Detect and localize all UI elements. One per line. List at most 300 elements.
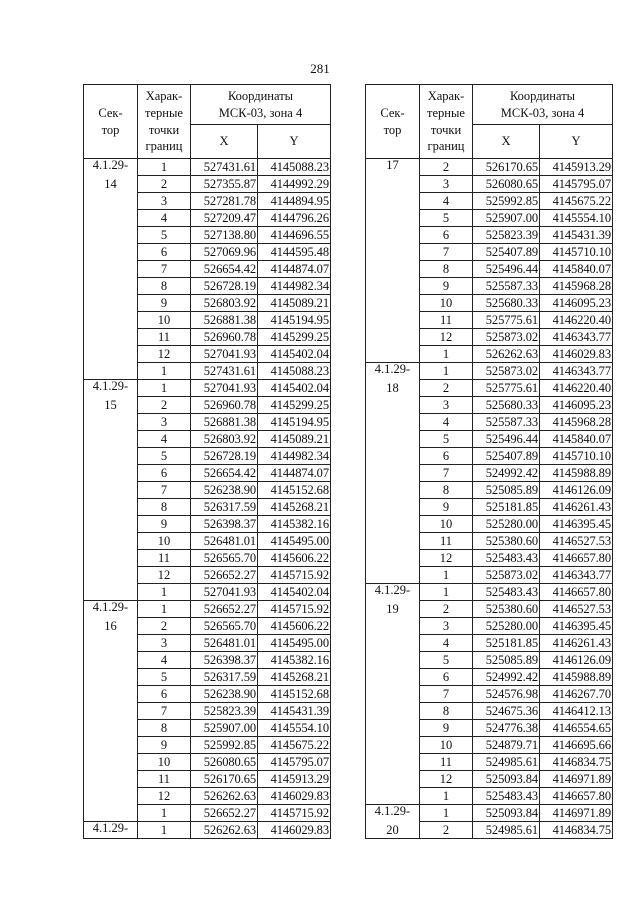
coord-x: 525992.85: [473, 193, 540, 210]
point-number: 5: [138, 227, 191, 244]
coord-y: 4145431.39: [540, 227, 613, 244]
coord-y: 4144982.34: [258, 278, 331, 295]
table-row: [84, 516, 331, 533]
point-number: 3: [420, 618, 473, 635]
sector-cell: [84, 550, 138, 567]
sector-cell: [366, 788, 420, 805]
sector-cell: [84, 414, 138, 431]
point-number: 2: [138, 618, 191, 635]
coord-y: 4146095.23: [540, 397, 613, 414]
point-number: 1: [138, 363, 191, 380]
coord-x: 527069.96: [191, 244, 258, 261]
sector-label: 4.1.29-: [366, 584, 420, 601]
point-number: 2: [138, 397, 191, 414]
table-row: [84, 278, 331, 295]
table-row: [366, 465, 613, 482]
table-row: [366, 448, 613, 465]
table-row: [366, 805, 613, 822]
coord-x: 525483.43: [473, 788, 540, 805]
table-row: [366, 295, 613, 312]
table-row: [84, 380, 331, 397]
sector-label: 4.1.29-: [84, 822, 138, 839]
sector-label: 18: [366, 380, 420, 397]
table-row: [84, 397, 331, 414]
coord-y: 4146343.77: [540, 363, 613, 380]
sector-cell: [84, 805, 138, 822]
point-number: 6: [138, 244, 191, 261]
sector-cell: [84, 227, 138, 244]
sector-cell: [366, 465, 420, 482]
sector-cell: [366, 635, 420, 652]
coord-x: 526170.65: [473, 159, 540, 176]
coord-y: 4145988.89: [540, 669, 613, 686]
sector-label: 14: [84, 176, 138, 193]
sector-cell: [84, 448, 138, 465]
sector-label: 17: [366, 159, 420, 176]
coord-y: 4146220.40: [540, 380, 613, 397]
coord-y: 4145715.92: [258, 567, 331, 584]
page-number: 281: [310, 61, 330, 76]
sector-cell: [366, 516, 420, 533]
sector-cell: [84, 754, 138, 771]
table-row: [366, 822, 613, 839]
sector-cell: [84, 312, 138, 329]
point-number: 4: [420, 635, 473, 652]
table-row: [366, 482, 613, 499]
sector-cell: [366, 261, 420, 278]
coord-x: 525775.61: [473, 312, 540, 329]
point-number: 11: [420, 533, 473, 550]
sector-cell: [84, 329, 138, 346]
coord-y: 4145715.92: [258, 805, 331, 822]
coord-x: 526317.59: [191, 669, 258, 686]
coord-y: 4146527.53: [540, 533, 613, 550]
point-number: 1: [138, 822, 191, 839]
table-row: [366, 431, 613, 448]
point-number: 6: [138, 465, 191, 482]
table-row: [366, 227, 613, 244]
table-row: [366, 380, 613, 397]
point-number: 7: [420, 465, 473, 482]
coord-x: 527431.61: [191, 159, 258, 176]
point-number: 1: [138, 584, 191, 601]
point-number: 1: [420, 567, 473, 584]
table-row: [84, 227, 331, 244]
table-row: [84, 482, 331, 499]
point-number: 2: [138, 176, 191, 193]
point-number: 1: [420, 788, 473, 805]
coord-y: 4145268.21: [258, 669, 331, 686]
coord-y: 4144992.29: [258, 176, 331, 193]
coord-y: 4144796.26: [258, 210, 331, 227]
table-row: [366, 669, 613, 686]
coord-y: 4146126.09: [540, 652, 613, 669]
coord-x: 526803.92: [191, 431, 258, 448]
point-number: 10: [138, 312, 191, 329]
sector-cell: [366, 244, 420, 261]
point-number: 8: [138, 278, 191, 295]
coord-x: 526728.19: [191, 448, 258, 465]
sector-cell: [366, 652, 420, 669]
sector-cell: [366, 414, 420, 431]
point-number: 9: [420, 499, 473, 516]
sector-cell: [366, 329, 420, 346]
coord-x: 526262.63: [191, 788, 258, 805]
point-number: 9: [420, 278, 473, 295]
point-number: 8: [138, 720, 191, 737]
coord-x: 526881.38: [191, 414, 258, 431]
table-row: [366, 176, 613, 193]
table-row: [84, 261, 331, 278]
point-number: 6: [138, 686, 191, 703]
coord-x: 525873.02: [473, 329, 540, 346]
sector-cell: [366, 754, 420, 771]
coord-x: 526238.90: [191, 482, 258, 499]
sector-cell: [366, 703, 420, 720]
sector-cell: [84, 652, 138, 669]
table-row: [366, 329, 613, 346]
coord-x: 524992.42: [473, 465, 540, 482]
table-row: [366, 754, 613, 771]
coord-y: 4145299.25: [258, 329, 331, 346]
point-number: 1: [138, 380, 191, 397]
sector-cell: [84, 788, 138, 805]
coord-x: 525085.89: [473, 652, 540, 669]
sector-cell: [366, 618, 420, 635]
sector-cell: [84, 346, 138, 363]
coord-y: 4145606.22: [258, 550, 331, 567]
sector-cell: [366, 720, 420, 737]
header-y: Y: [540, 125, 613, 159]
coord-x: 524985.61: [473, 822, 540, 839]
point-number: 11: [420, 754, 473, 771]
coord-x: 525873.02: [473, 567, 540, 584]
coord-y: 4145152.68: [258, 482, 331, 499]
sector-cell: [366, 397, 420, 414]
coord-y: 4146220.40: [540, 312, 613, 329]
sector-cell: [84, 431, 138, 448]
coord-x: 526398.37: [191, 516, 258, 533]
point-number: 12: [138, 346, 191, 363]
sector-cell: [366, 499, 420, 516]
point-number: 7: [138, 703, 191, 720]
coord-x: 527041.93: [191, 380, 258, 397]
point-number: 7: [138, 482, 191, 499]
coord-y: 4145554.10: [540, 210, 613, 227]
coord-x: 524776.38: [473, 720, 540, 737]
point-number: 4: [420, 414, 473, 431]
point-number: 3: [420, 176, 473, 193]
sector-cell: [84, 567, 138, 584]
coord-x: 526565.70: [191, 618, 258, 635]
point-number: 1: [420, 805, 473, 822]
coord-y: 4145152.68: [258, 686, 331, 703]
table-row: [84, 193, 331, 210]
table-row: [84, 414, 331, 431]
sector-cell: [84, 210, 138, 227]
coordinates-table-right: [365, 84, 613, 839]
coord-y: 4144874.07: [258, 261, 331, 278]
sector-cell: [84, 584, 138, 601]
sector-label: 15: [84, 397, 138, 414]
point-number: 4: [138, 210, 191, 227]
header-coords: Координаты МСК-03, зона 4: [191, 85, 331, 125]
coord-x: 527281.78: [191, 193, 258, 210]
table-row: [84, 448, 331, 465]
coord-y: 4145089.21: [258, 431, 331, 448]
point-number: 6: [420, 669, 473, 686]
coord-x: 526803.92: [191, 295, 258, 312]
coord-x: 525181.85: [473, 635, 540, 652]
coord-y: 4144595.48: [258, 244, 331, 261]
table-row: [366, 210, 613, 227]
header-y: Y: [258, 125, 331, 159]
point-number: 4: [138, 652, 191, 669]
coord-y: 4145431.39: [258, 703, 331, 720]
table-row: [84, 686, 331, 703]
point-number: 5: [420, 652, 473, 669]
table-row: [366, 584, 613, 601]
table-row: [366, 516, 613, 533]
coord-x: 524992.42: [473, 669, 540, 686]
table-row: [366, 635, 613, 652]
coord-x: 526398.37: [191, 652, 258, 669]
point-number: 6: [420, 448, 473, 465]
header-points: Харак- терные точки границ: [420, 85, 473, 159]
sector-cell: [84, 771, 138, 788]
table-row: [366, 703, 613, 720]
coord-y: 4145968.28: [540, 414, 613, 431]
coord-y: 4145675.22: [540, 193, 613, 210]
sector-label: 4.1.29-: [84, 380, 138, 397]
coord-x: 525587.33: [473, 414, 540, 431]
point-number: 4: [138, 431, 191, 448]
point-number: 1: [420, 584, 473, 601]
coord-y: 4146029.83: [258, 822, 331, 839]
point-number: 11: [138, 329, 191, 346]
coord-x: 525873.02: [473, 363, 540, 380]
coord-x: 525907.00: [473, 210, 540, 227]
coord-y: 4146695.66: [540, 737, 613, 754]
table-row: [366, 652, 613, 669]
sector-cell: [84, 482, 138, 499]
sector-cell: [366, 210, 420, 227]
coord-y: 4146267.70: [540, 686, 613, 703]
coord-y: 4146343.77: [540, 567, 613, 584]
header-coords: Координаты МСК-03, зона 4: [473, 85, 613, 125]
coord-y: 4144874.07: [258, 465, 331, 482]
coord-x: 525587.33: [473, 278, 540, 295]
point-number: 11: [420, 312, 473, 329]
table-row: [366, 363, 613, 380]
coord-y: 4145606.22: [258, 618, 331, 635]
table-row: [84, 584, 331, 601]
table-row: [84, 295, 331, 312]
coord-y: 4146029.83: [258, 788, 331, 805]
coord-x: 526080.65: [191, 754, 258, 771]
coord-x: 526080.65: [473, 176, 540, 193]
point-number: 7: [420, 686, 473, 703]
table-body-left: [84, 159, 331, 839]
point-number: 7: [420, 244, 473, 261]
table-row: [366, 312, 613, 329]
table-row: [84, 176, 331, 193]
sector-label: 4.1.29-: [366, 363, 420, 380]
header-x: X: [191, 125, 258, 159]
coord-x: 525680.33: [473, 397, 540, 414]
sector-cell: [366, 346, 420, 363]
coord-y: 4145089.21: [258, 295, 331, 312]
table-row: [84, 669, 331, 686]
point-number: 12: [420, 771, 473, 788]
sector-cell: [366, 448, 420, 465]
coord-y: 4146095.23: [540, 295, 613, 312]
point-number: 3: [138, 414, 191, 431]
point-number: 5: [420, 210, 473, 227]
point-number: 5: [420, 431, 473, 448]
coord-x: 525496.44: [473, 431, 540, 448]
point-number: 9: [138, 516, 191, 533]
point-number: 10: [420, 516, 473, 533]
coord-y: 4145299.25: [258, 397, 331, 414]
table-row: [84, 805, 331, 822]
coord-y: 4144696.55: [258, 227, 331, 244]
coord-x: 525280.00: [473, 618, 540, 635]
table-row: [366, 346, 613, 363]
coord-x: 526960.78: [191, 397, 258, 414]
sector-cell: [84, 499, 138, 516]
coord-y: 4145840.07: [540, 431, 613, 448]
coord-y: 4145402.04: [258, 346, 331, 363]
sector-cell: [84, 720, 138, 737]
sector-cell: [366, 227, 420, 244]
coord-y: 4146527.53: [540, 601, 613, 618]
coord-x: 524985.61: [473, 754, 540, 771]
coord-y: 4145795.07: [258, 754, 331, 771]
coord-y: 4145554.10: [258, 720, 331, 737]
sector-cell: [84, 278, 138, 295]
coord-x: 526652.27: [191, 805, 258, 822]
sector-label: 19: [366, 601, 420, 618]
table-row: [84, 567, 331, 584]
sector-label: 16: [84, 618, 138, 635]
coord-y: 4145088.23: [258, 159, 331, 176]
coord-y: 4145913.29: [258, 771, 331, 788]
coord-x: 525380.60: [473, 533, 540, 550]
coord-x: 525992.85: [191, 737, 258, 754]
table-row: [84, 329, 331, 346]
sector-cell: [366, 550, 420, 567]
point-number: 8: [138, 499, 191, 516]
coord-y: 4145988.89: [540, 465, 613, 482]
coord-x: 525775.61: [473, 380, 540, 397]
sector-cell: [84, 261, 138, 278]
sector-cell: [84, 516, 138, 533]
sector-cell: [84, 635, 138, 652]
coord-y: 4145402.04: [258, 380, 331, 397]
sector-cell: [84, 533, 138, 550]
coord-y: 4145710.10: [540, 448, 613, 465]
sector-cell: [366, 737, 420, 754]
coord-x: 526565.70: [191, 550, 258, 567]
coord-y: 4146657.80: [540, 584, 613, 601]
sector-label: 4.1.29-: [366, 805, 420, 822]
point-number: 2: [420, 822, 473, 839]
point-number: 1: [420, 346, 473, 363]
table-row: [84, 788, 331, 805]
point-number: 10: [420, 295, 473, 312]
header-points: Харак- терные точки границ: [138, 85, 191, 159]
coord-y: 4146971.89: [540, 771, 613, 788]
point-number: 6: [420, 227, 473, 244]
sector-cell: [84, 686, 138, 703]
coord-x: 525483.43: [473, 550, 540, 567]
table-row: [84, 312, 331, 329]
coord-x: 526654.42: [191, 465, 258, 482]
coord-y: 4145382.16: [258, 652, 331, 669]
point-number: 10: [138, 533, 191, 550]
coord-y: 4146261.43: [540, 635, 613, 652]
table-row: [84, 635, 331, 652]
sector-label: 4.1.29-: [84, 601, 138, 618]
coord-y: 4144982.34: [258, 448, 331, 465]
sector-cell: [366, 431, 420, 448]
coord-y: 4146657.80: [540, 788, 613, 805]
point-number: 11: [138, 771, 191, 788]
point-number: 9: [138, 295, 191, 312]
sector-label: 20: [366, 822, 420, 839]
table-row: [366, 771, 613, 788]
table-row: [84, 737, 331, 754]
point-number: 12: [420, 329, 473, 346]
sector-label: 4.1.29-: [84, 159, 138, 176]
header-sector: Сек- тор: [84, 85, 138, 159]
table-row: [366, 601, 613, 618]
point-number: 1: [420, 363, 473, 380]
coord-x: 526652.27: [191, 601, 258, 618]
table-row: [366, 686, 613, 703]
point-number: 1: [138, 805, 191, 822]
table-row: [84, 771, 331, 788]
table-row: [84, 159, 331, 176]
point-number: 3: [138, 193, 191, 210]
table-row: [366, 414, 613, 431]
sector-cell: [366, 686, 420, 703]
point-number: 11: [138, 550, 191, 567]
coord-x: 524576.98: [473, 686, 540, 703]
coord-x: 526238.90: [191, 686, 258, 703]
coord-y: 4145495.00: [258, 635, 331, 652]
header-sector: Сек- тор: [366, 85, 420, 159]
coordinates-table-left: [83, 84, 331, 839]
table-row: [84, 601, 331, 618]
coord-y: 4145382.16: [258, 516, 331, 533]
point-number: 3: [420, 397, 473, 414]
coord-y: 4145913.29: [540, 159, 613, 176]
coord-y: 4144894.95: [258, 193, 331, 210]
coord-y: 4145194.95: [258, 312, 331, 329]
coord-y: 4146029.83: [540, 346, 613, 363]
point-number: 7: [138, 261, 191, 278]
coord-x: 527431.61: [191, 363, 258, 380]
sector-cell: [366, 295, 420, 312]
table-row: [84, 652, 331, 669]
coord-y: 4146343.77: [540, 329, 613, 346]
sector-cell: [366, 312, 420, 329]
table-row: [84, 703, 331, 720]
coord-x: 526170.65: [191, 771, 258, 788]
sector-cell: [366, 567, 420, 584]
